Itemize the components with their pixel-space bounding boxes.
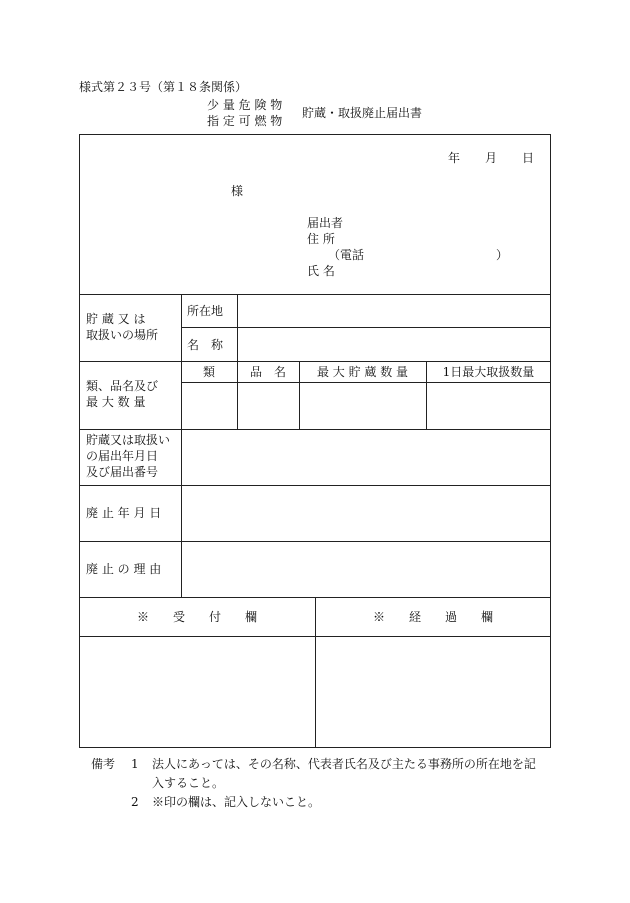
date-year-label: 年 (448, 151, 461, 165)
note-1-line-2: 入すること。 (152, 776, 225, 790)
note-2-text: ※印の欄は、記入しないこと。 (152, 795, 321, 809)
abolish-reason-label: 廃 止 の 理 由 (86, 562, 162, 576)
notification-label-3: 及び届出番号 (86, 465, 159, 479)
name-label: 氏 名 (307, 264, 335, 278)
notification-label-2: の届出年月日 (86, 449, 159, 463)
category-label-1: 類、品名及び (86, 379, 159, 393)
notification-label-1: 貯蔵又は取扱い (86, 433, 171, 447)
location-label: 所在地 (187, 304, 224, 318)
category-label-2: 最 大 数 量 (86, 395, 146, 409)
notes-label: 備考 (91, 757, 116, 771)
abolish-date-label: 廃 止 年 月 日 (86, 506, 162, 520)
name-field-label: 名 称 (187, 338, 224, 352)
col-header-daily-max: 1日最大取扱数量 (442, 365, 535, 379)
row-divider-notification (79, 485, 551, 486)
col-header-type: 類 (202, 365, 215, 379)
storage-place-label-1: 貯 蔵 又 は (86, 312, 146, 326)
title-line-2: 指 定 可 燃 物 (207, 114, 283, 128)
phone-open-label: （電話 (328, 248, 365, 262)
note-1-number: 1 (131, 757, 139, 771)
reception-header: ※ 受 付 欄 (136, 610, 257, 624)
form-number: 様式第２３号（第１８条関係） (79, 80, 248, 94)
notifier-label: 届出者 (307, 216, 344, 230)
note-2-number: 2 (131, 795, 139, 809)
progress-header: ※ 経 過 欄 (372, 610, 493, 624)
col-header-item: 品 名 (249, 365, 286, 379)
form-title: 貯蔵・取扱廃止届出書 (302, 106, 423, 120)
title-line-1: 少 量 危 険 物 (207, 98, 283, 112)
date-day-label: 日 (522, 151, 535, 165)
address-label: 住 所 (307, 232, 335, 246)
col-divider-label (181, 294, 182, 597)
col-header-max-storage: 最 大 貯 蔵 数 量 (316, 365, 409, 379)
row-divider-header (79, 294, 551, 295)
row-divider-quantity (79, 429, 551, 430)
phone-close-label: ） (496, 248, 509, 262)
date-month-label: 月 (485, 151, 498, 165)
col-divider-sub-label (237, 294, 238, 361)
note-1-line-1: 法人にあっては、その名称、代表者氏名及び主たる事務所の所在地を記 (152, 757, 536, 771)
addressee-suffix: 様 (231, 184, 244, 198)
storage-place-label-2: 取扱いの場所 (86, 328, 159, 342)
row-divider-place (79, 361, 551, 362)
row-divider-abolish-date (79, 541, 551, 542)
